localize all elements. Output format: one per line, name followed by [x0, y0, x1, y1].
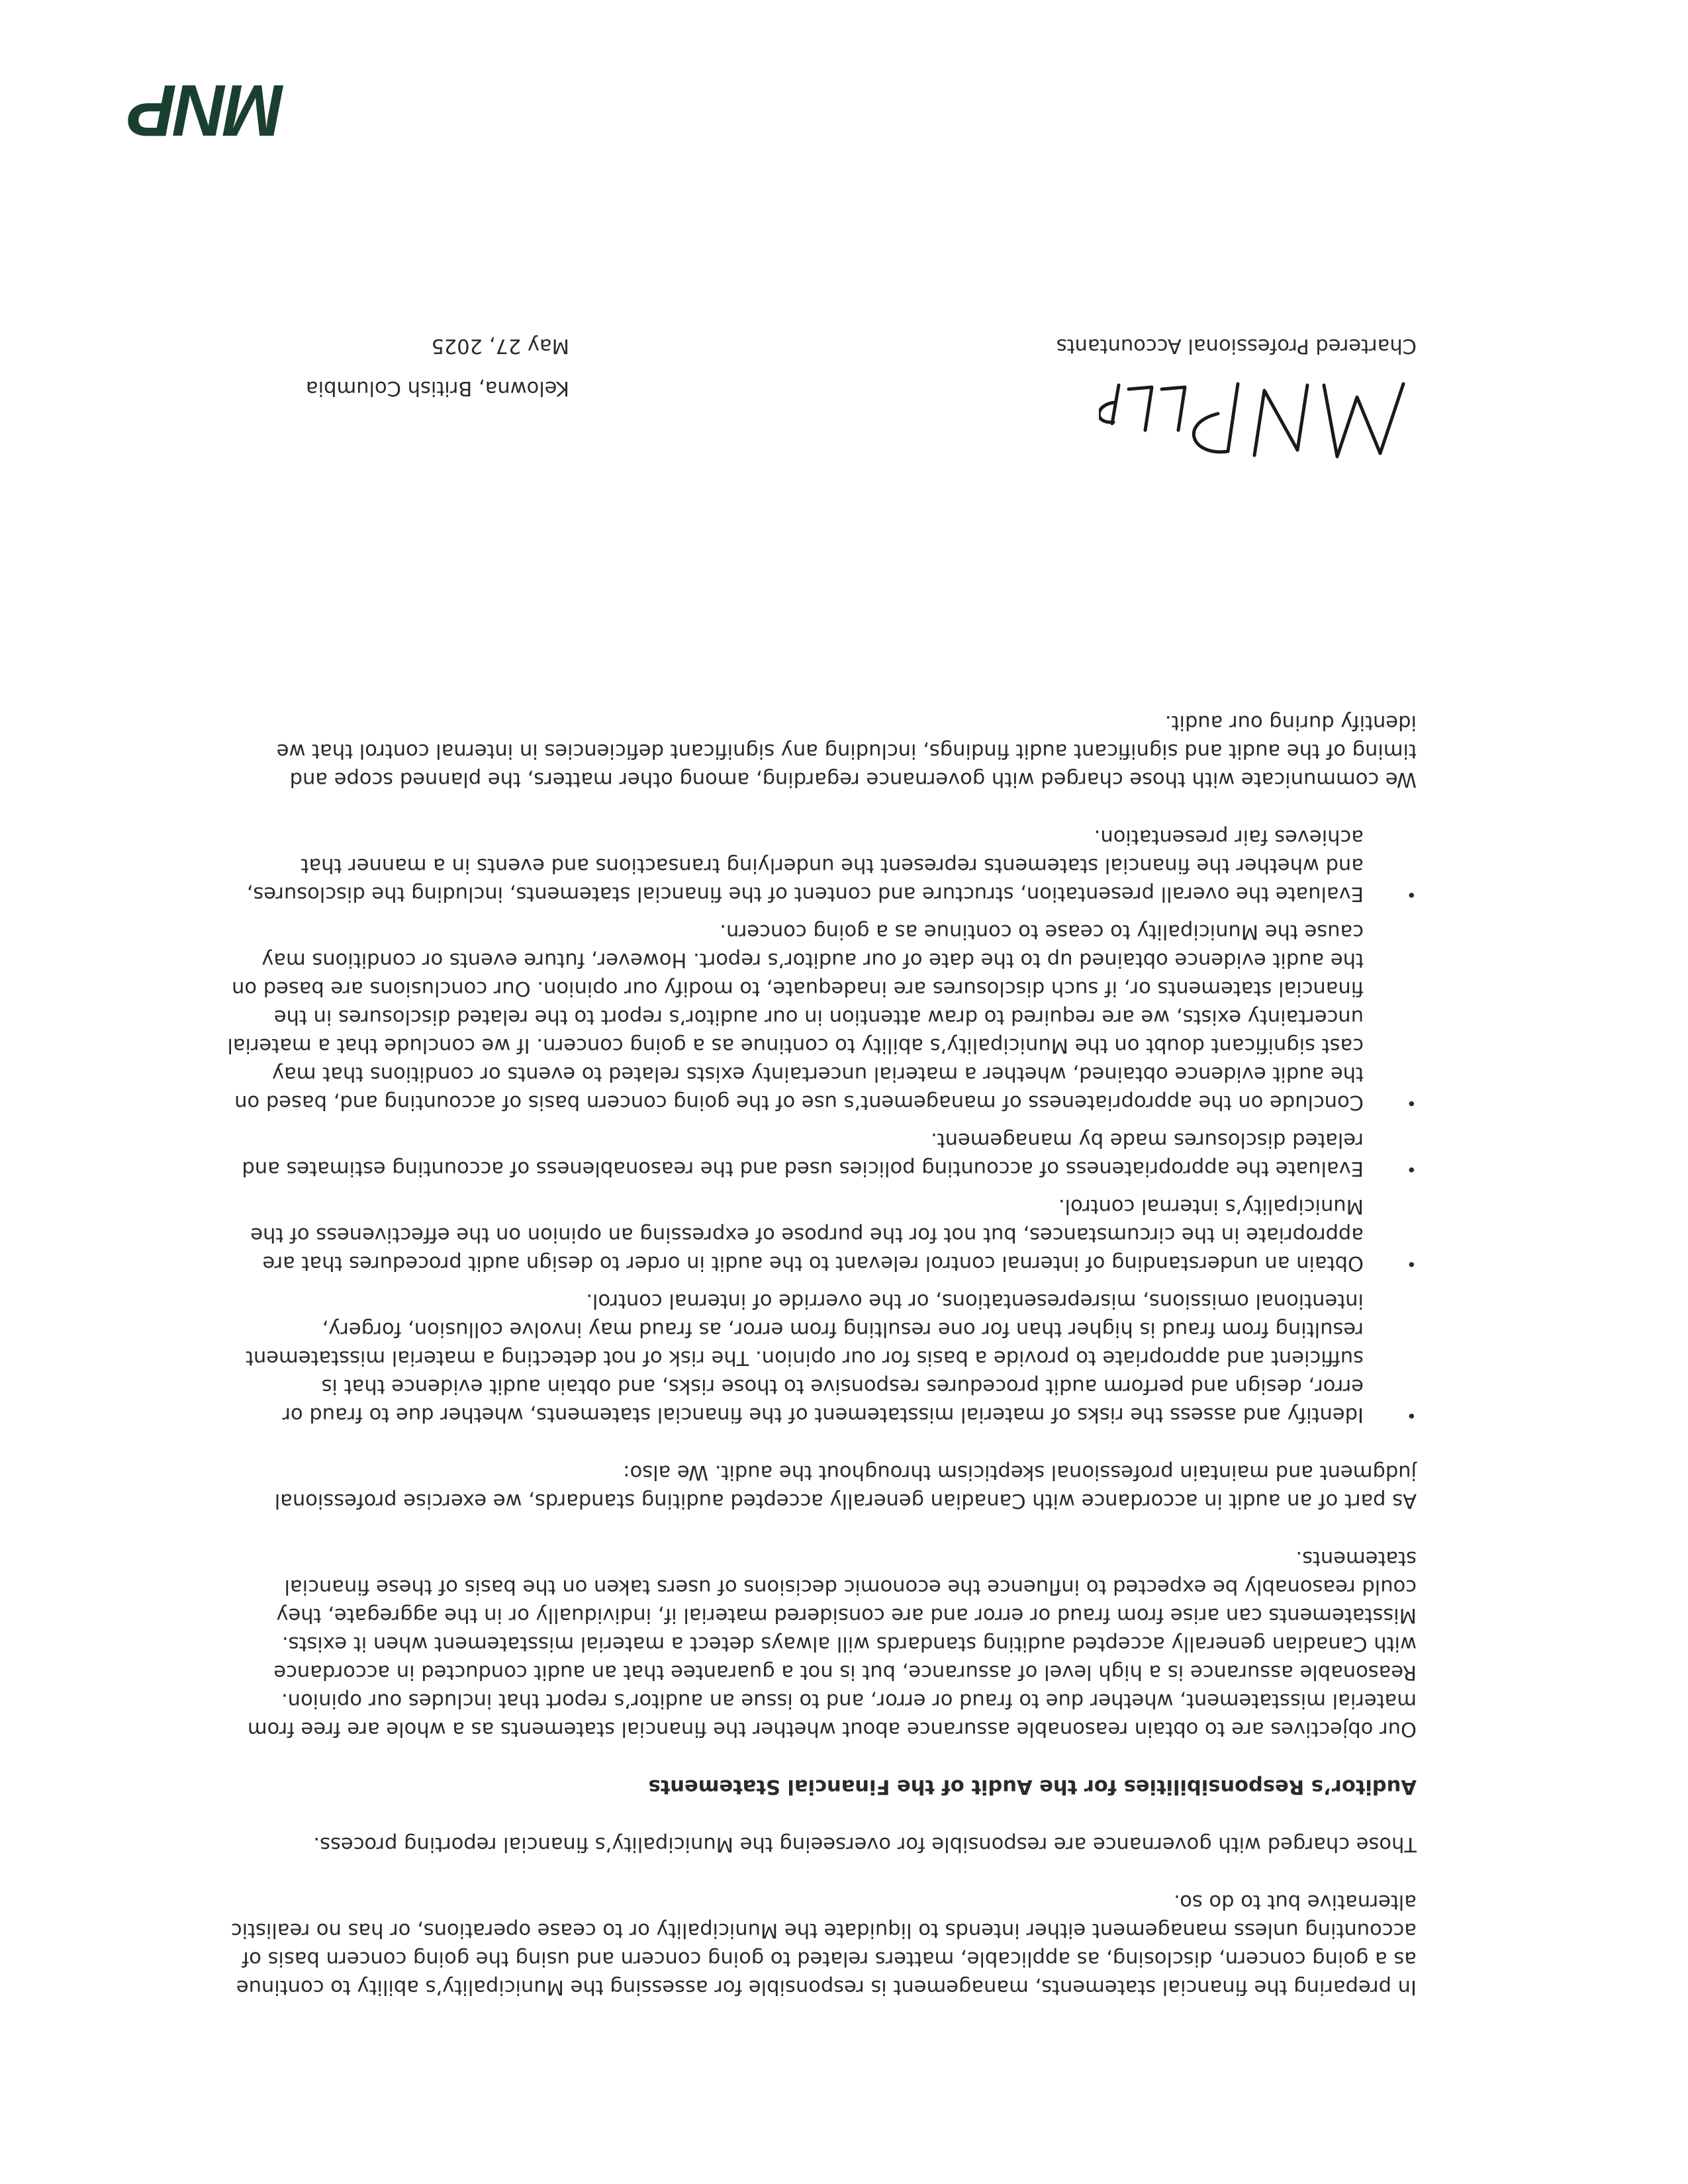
intro-paragraph: As part of an audit in accordance with Canadian generally accepted auditing standards, we exercise professional judgment and maintain professional skepticism throughout the audit. We also: [274, 1461, 1417, 1512]
signing-location: Kelowna, British Columbia [305, 377, 569, 400]
list-item: • Conclude on the appropriateness of management’s use of the going concern basis of accounting and, based on the audit evidence obtained, whether a material uncertainty exists related to events or conditions that may cast significant doubt on the Municipality’s ability to continue as a going concern. If we conclude that a material uncertainty exists, we are required to draw attention in our auditor’s report to the related disclosures in the financial statements or, if such disclosures are inadequate, to modify our opinion. Our conclusions are based on the audit evidence obtained up to the date of our auditor’s report. However, future events or conditions may cause the Municipality to cease to continue as a going concern. [225, 917, 1417, 1116]
responsibilities-list [225, 823, 1417, 1429]
list-item: • Identify and assess the risks of material misstatement of the financial statements, whether due to fraud or error, design and perform audit procedures responsive to those risks, and obtain audit evidence that is sufficient and appropriate to provide a basis for our opinion. The risk of not detecting a material misstatement resulting from fraud is higher than for one resulting from error, as fraud may involve collusion, forgery, intentional omissions, misrepresentations, or the override of internal control. [225, 1287, 1417, 1429]
firm-designation: Chartered Professional Accountants [1056, 334, 1417, 357]
signing-date: May 27, 2025 [431, 334, 569, 357]
section-heading: Auditor’s Responsibilities for the Audit of the Financial Statements [648, 1775, 1417, 1798]
objectives-paragraph: Our objectives are to obtain reasonable assurance about whether the financial statements as a whole are free from material misstatement, whether due to fraud or error, and to issue an auditor’s report that includes our opinion. Reasonable assurance is a high level of assurance, but is not a guarantee that an audit conducted in accordance with Canadian generally accepted auditing standards will always detect a material misstatement when it exists. Misstatements can arise from fraud or error and are considered material if, individually or in the aggregate, they could reasonably be expected to influence the economic decisions of users taken on the basis of these financial statements. [247, 1547, 1417, 1741]
list-item: • Evaluate the appropriateness of accounting policies used and the reasonableness of accounting estimates and related disclosures made by management. [225, 1126, 1417, 1183]
communication-paragraph: We communicate with those charged with governance regarding, among other matters, the planned scope and timing of the audit and significant audit findings, including any significant deficiencies in internal control that we identify during our audit. [276, 711, 1417, 791]
list-item: • Obtain an understanding of internal control relevant to the audit in order to design audit procedures that are appropriate in the circumstances, but not for the purpose of expressing an opinion on the effectiveness of the Municipality’s internal control. [225, 1192, 1417, 1277]
governance-paragraph: Those charged with governance are responsible for overseeing the Municipality’s financial reporting process. [313, 1833, 1417, 1856]
handwritten-signature [1099, 371, 1417, 470]
document-body [225, 679, 1417, 2001]
going-concern-paragraph: In preparing the financial statements, management is responsible for assessing the Municipality’s ability to continue as a going concern, disclosing, as applicable, matters related to going concern and using the going concern basis of accounting unless management either intends to liquidate the Municipality or to cease operations, or has no realistic alternative but to do so. [230, 1890, 1417, 1999]
list-item: • Evaluate the overall presentation, structure and content of the financial statements, including the disclosures, and whether the financial statements represent the underlying transactions and events in a manner that achieves fair presentation. [225, 823, 1417, 908]
signature-block [225, 225, 1417, 400]
mnp-logo: MNP [130, 69, 285, 151]
